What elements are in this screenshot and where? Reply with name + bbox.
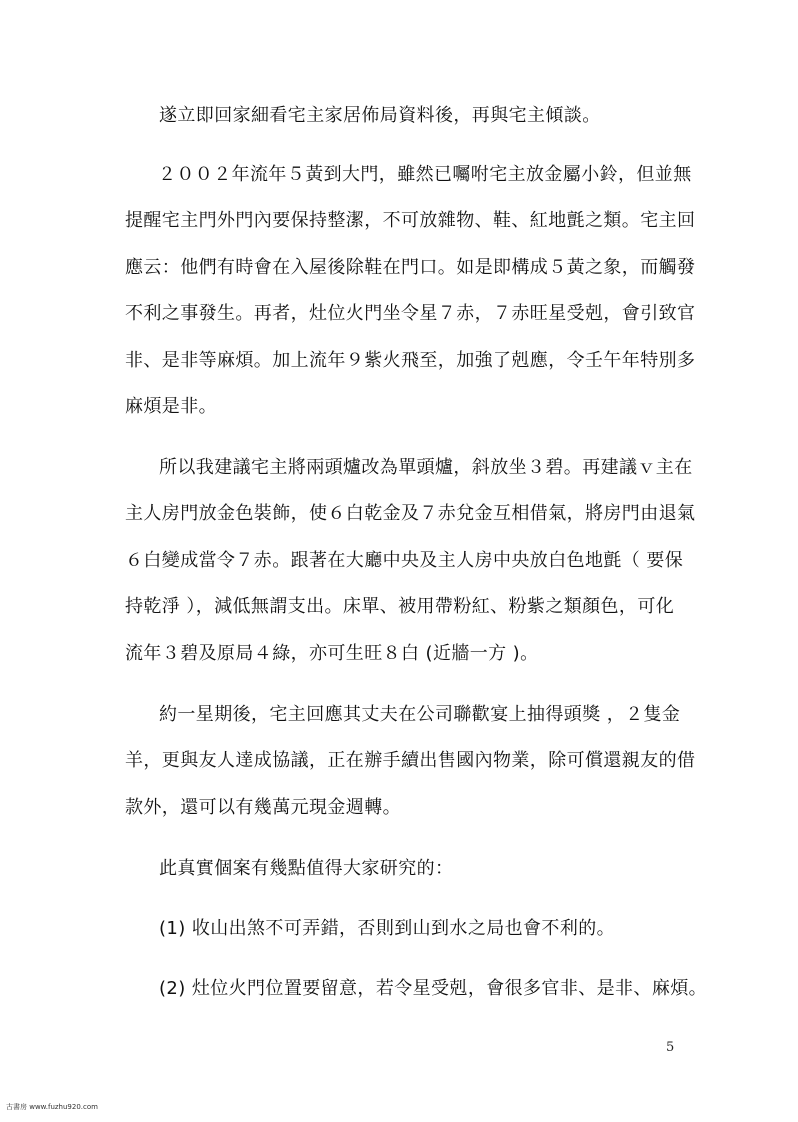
- text-line: 流年３碧及原局４綠，亦可生旺８白 (近牆一方 )。: [125, 643, 539, 664]
- text-line: 約一星期後，宅主回應其丈夫在公司聯歡宴上抽得頭獎 ，２隻金: [159, 704, 681, 725]
- list-item: (1) 收山出煞不可弄錯，否則到山到水之局也會不利的。: [159, 918, 616, 939]
- text-line: 麻煩是非。: [125, 396, 217, 417]
- text-line: 此真實個案有幾點值得大家研究的：: [159, 858, 454, 879]
- footer-watermark: 古書房 www.fuzhu920.com: [6, 1103, 98, 1111]
- text-line: 款外，還可以有幾萬元現金週轉。: [125, 797, 401, 818]
- text-line: ６白變成當令７赤。跟著在大廳中央及主人房中央放白色地氈（ 要保: [125, 550, 684, 571]
- text-line: 非、是非等麻煩。加上流年９紫火飛至，加強了剋應，令壬午年特別多: [125, 350, 696, 371]
- list-item: (2) 灶位火門位置要留意，若令星受剋，會很多官非、是非、麻煩。: [159, 978, 708, 999]
- text-line: 主人房門放金色裝飾，使６白乾金及７赤兌金互相借氣，將房門由退氣: [125, 503, 696, 524]
- text-line: ２００２年流年５黃到大門，雖然已囑咐宅主放金屬小鈴，但並無: [158, 164, 692, 185]
- page-number: 5: [666, 1040, 675, 1055]
- text-line: 應云：他們有時會在入屋後除鞋在門口。如是即構成５黃之象，而觸發: [125, 257, 696, 278]
- text-line: 不利之事發生。再者，灶位火門坐令星７赤，７赤旺星受剋，會引致官: [125, 303, 696, 324]
- text-line: 提醒宅主門外門內要保持整潔，不可放雜物、鞋、紅地氈之類。宅主回: [125, 210, 696, 231]
- text-line: 所以我建議宅主將兩頭爐改為單頭爐，斜放坐３碧。再建議ｖ主在: [159, 457, 693, 478]
- text-line: 羊，更與友人達成協議，正在辦手續出售國內物業，除可償還親友的借: [125, 750, 696, 771]
- text-line: 遂立即回家細看宅主家居佈局資料後，再與宅主傾談。: [159, 105, 601, 126]
- text-line: 持乾淨 ），減低無謂支出。床單、被用帶粉紅、粉紫之類顏色，可化: [125, 596, 675, 617]
